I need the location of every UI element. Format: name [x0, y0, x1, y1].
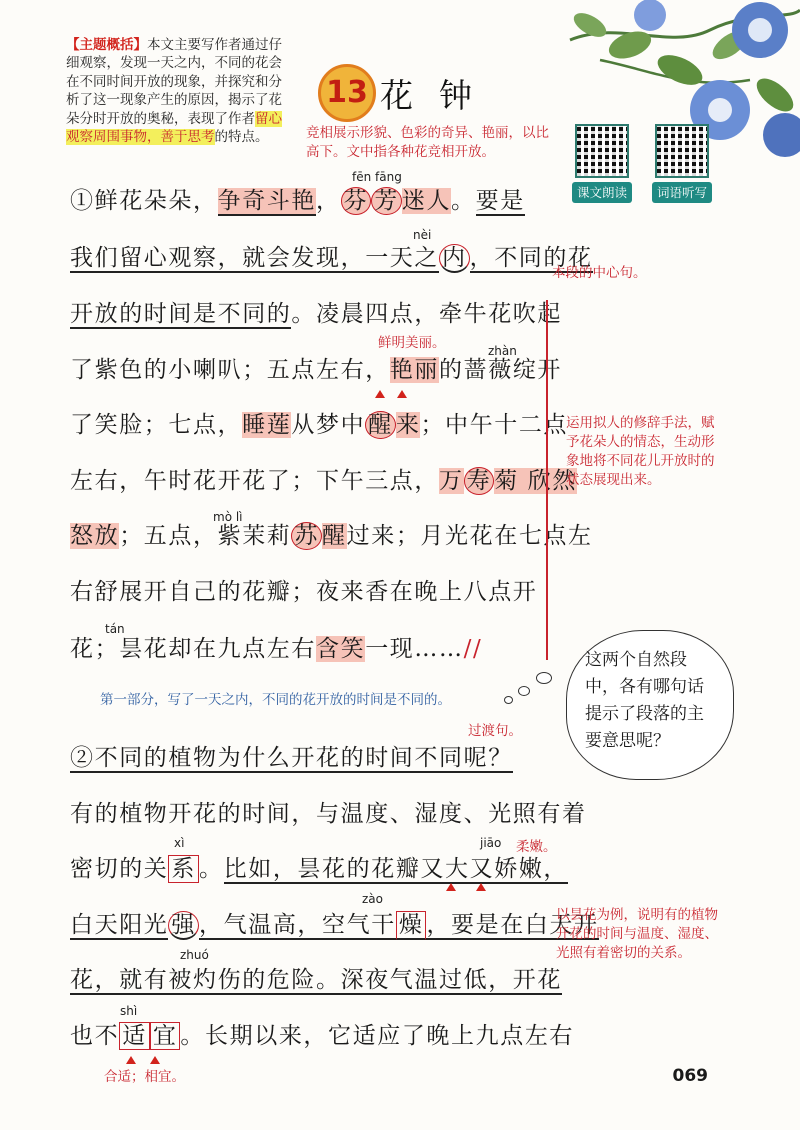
text-line-15: 也不 适 宜 。长期以来，它适应了晚上九点左右	[70, 1023, 575, 1049]
text-line-7: 怒放；五点，紫茉莉 苏 醒过来；月光花在七点左	[70, 523, 593, 549]
bracket-line	[542, 300, 548, 660]
pinyin-zhan: zhàn	[488, 344, 517, 358]
text-line-14: 花，就有被灼伤的危险。深夜气温过低，开花	[70, 967, 562, 993]
marker-triangle	[397, 390, 407, 398]
summary-text-b: 的特点。	[214, 129, 269, 146]
bubble-dot	[518, 686, 530, 696]
question-bubble: 这两个自然段中，各有哪句话提示了段落的主要意思呢？	[566, 630, 734, 780]
marker-triangle	[446, 883, 456, 891]
bubble-dot	[536, 672, 552, 684]
qr-code-icon	[655, 124, 709, 178]
marker-triangle	[476, 883, 486, 891]
text-line-4: 了紫色的小喇叭；五点左右，艳丽的蔷薇绽开	[70, 357, 563, 383]
marker-triangle	[126, 1056, 136, 1064]
text-line-8: 右舒展开自己的花瓣；夜来香在晚上八点开	[70, 579, 538, 605]
pinyin-jiao: jiāo	[480, 836, 502, 850]
text-line-6: 左右，午时花开花了；下午三点，万 寿 菊 欣然	[70, 468, 577, 494]
note-example: 以昙花为例，说明有的植物开花的时间与温度、湿度、光照有着密切的关系。	[556, 907, 718, 961]
pinyin-moli: mò lì	[213, 510, 243, 524]
pinyin-tan: tán	[105, 622, 125, 636]
pinyin-xi: xì	[174, 836, 185, 850]
text-line-1: ①鲜花朵朵，争奇斗艳， 芬 芳 迷人。要是	[70, 188, 525, 214]
page-number: 069	[672, 1066, 708, 1086]
bubble-dot	[504, 696, 513, 704]
pinyin-zao: zào	[362, 892, 383, 906]
pinyin-zhuo: zhuó	[180, 948, 209, 962]
pinyin-nei: nèi	[413, 228, 432, 242]
note-rounen: 柔嫩。	[516, 839, 557, 855]
pinyin-fenfang: fēn fāng	[352, 170, 402, 184]
note-personification: 运用拟人的修辞手法，赋予花朵人的情态，生动形象地将不同花儿开放时的状态展现出来。	[566, 415, 715, 488]
note-central-sentence: 本段的中心句。	[552, 265, 647, 281]
qr-dictation-label: 词语听写	[652, 182, 712, 203]
summary-text-a: 本文主要写作者通过仔细观察，发现一天之内，不同的花会在不同时间开放的现象，并探究和分析了这一现象产生的原因，揭示了花朵分时开放的奥秘，表现了作者	[66, 37, 282, 127]
lesson-number: 13	[318, 64, 376, 122]
text-line-9: 花；昙花却在九点左右含笑一现……//	[70, 636, 483, 662]
lesson-title: 花钟	[380, 76, 498, 115]
marker-triangle	[375, 390, 385, 398]
text-line-5: 了笑脸；七点，睡莲从梦中 醒 来；中午十二点	[70, 412, 569, 438]
summary-highlight: 留心观察周围事物，善于思考	[66, 110, 282, 146]
text-line-3: 开放的时间是不同的。凌晨四点，牵牛花吹起	[70, 301, 563, 327]
text-line-13: 白天阳光 强 ，气温高，空气干 燥 ，要是在白天开	[70, 912, 599, 938]
pinyin-shi: shì	[120, 1004, 138, 1018]
qr-dictation[interactable]	[652, 124, 712, 201]
note-heshi: 合适；相宜。	[104, 1069, 185, 1085]
text-line-2: 我们留心观察，就会发现，一天之 内 ，不同的花	[70, 245, 593, 271]
note-transition: 过渡句。	[468, 723, 522, 739]
note-yanli: 鲜明美丽。	[378, 335, 446, 351]
marker-triangle	[150, 1056, 160, 1064]
qr-code-icon	[575, 124, 629, 178]
summary-tag: 【主题概括】	[66, 37, 147, 53]
text-line-11: 有的植物开花的时间，与温度、湿度、光照有着	[70, 801, 587, 827]
theme-summary	[66, 36, 284, 146]
qr-reading[interactable]	[572, 124, 632, 201]
text-line-12: 密切的关 系 。比如，昙花的花瓣又大又娇嫩，	[70, 856, 569, 882]
note-idiom: 竞相展示形貌、色彩的奇异、艳丽，以比高下。文中指各种花竞相开放。	[306, 125, 549, 160]
text-line-10: ②不同的植物为什么开花的时间不同呢？	[70, 745, 513, 771]
qr-reading-label: 课文朗读	[572, 182, 632, 203]
note-part-one: 第一部分，写了一天之内，不同的花开放的时间是不同的。	[100, 692, 451, 708]
